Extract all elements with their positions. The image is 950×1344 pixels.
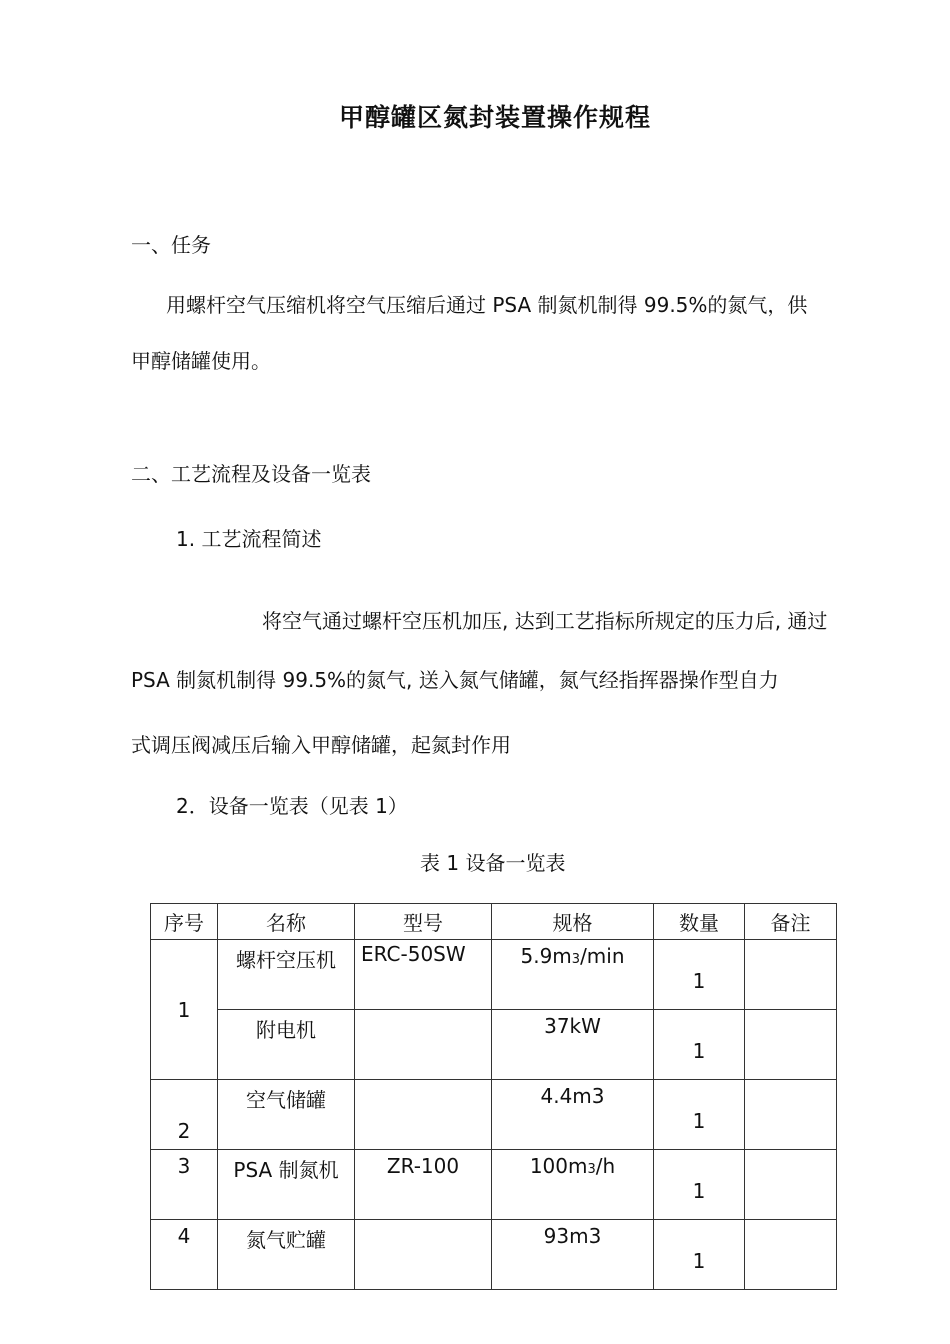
table-row bbox=[151, 940, 837, 1010]
table-row bbox=[151, 1150, 837, 1220]
cell-spec bbox=[492, 1080, 654, 1150]
table-caption: 表 1 设备一览表 bbox=[420, 851, 566, 875]
cell-name: 附电机 bbox=[218, 1010, 355, 1080]
cell-note bbox=[745, 1220, 837, 1290]
cell-spec bbox=[492, 1010, 654, 1080]
section1-heading: 一、任务 bbox=[131, 233, 211, 257]
cell-qty: 1 bbox=[654, 1080, 745, 1150]
spec-superscript: 3 bbox=[587, 1162, 596, 1177]
spec-value: 37kW bbox=[544, 1014, 601, 1038]
header-qty: 数量 bbox=[654, 904, 745, 940]
equipment-table bbox=[150, 903, 837, 1290]
cell-spec bbox=[492, 1150, 654, 1220]
spec-unit: /min bbox=[580, 944, 625, 968]
table-header-row bbox=[151, 904, 837, 940]
spec-value: 93m3 bbox=[543, 1224, 602, 1248]
header-name: 名称 bbox=[218, 904, 355, 940]
header-spec: 规格 bbox=[492, 904, 654, 940]
cell-no: 1 bbox=[151, 940, 218, 1080]
section2-heading: 二、工艺流程及设备一览表 bbox=[131, 462, 371, 486]
cell-note bbox=[745, 1080, 837, 1150]
cell-model bbox=[355, 1220, 492, 1290]
cell-qty: 1 bbox=[654, 1010, 745, 1080]
spec-unit: /h bbox=[595, 1154, 616, 1178]
header-note: 备注 bbox=[745, 904, 837, 940]
cell-qty: 1 bbox=[654, 940, 745, 1010]
cell-model bbox=[355, 1080, 492, 1150]
cell-note bbox=[745, 1010, 837, 1080]
spec-value: 100m bbox=[529, 1154, 588, 1178]
cell-qty: 1 bbox=[654, 1150, 745, 1220]
cell-name: 螺杆空压机 bbox=[218, 940, 355, 1010]
cell-no: 2 bbox=[151, 1080, 218, 1150]
cell-no: 3 bbox=[151, 1150, 218, 1220]
header-no: 序号 bbox=[151, 904, 218, 940]
spec-superscript: 3 bbox=[571, 952, 581, 967]
cell-spec bbox=[492, 1220, 654, 1290]
spec-value: 4.4m3 bbox=[540, 1084, 605, 1108]
table-row bbox=[151, 1010, 837, 1080]
table-row bbox=[151, 1080, 837, 1150]
subsection2-heading: 2．设备一览表（见表 1） bbox=[176, 794, 408, 818]
cell-name: 空气储罐 bbox=[218, 1080, 355, 1150]
cell-name: 氮气贮罐 bbox=[218, 1220, 355, 1290]
flow-description-line3: 式调压阀减压后输入甲醇储罐，起氮封作用 bbox=[131, 733, 511, 757]
cell-note bbox=[745, 1150, 837, 1220]
spec-value: 5.9m bbox=[520, 944, 572, 968]
cell-model: ZR-100 bbox=[355, 1150, 492, 1220]
cell-note bbox=[745, 940, 837, 1010]
subsection1-heading: 1. 工艺流程简述 bbox=[176, 527, 322, 551]
flow-description-line1: 将空气通过螺杆空压机加压, 达到工艺指标所规定的压力后, 通过 bbox=[262, 609, 828, 633]
cell-model bbox=[355, 1010, 492, 1080]
section1-paragraph-line1: 用螺杆空气压缩机将空气压缩后通过 PSA 制氮机制得 99.5%的氮气，供 bbox=[166, 293, 808, 317]
cell-model: ERC-50SW bbox=[355, 940, 492, 1010]
cell-spec bbox=[492, 940, 654, 1010]
cell-no: 4 bbox=[151, 1220, 218, 1290]
cell-qty: 1 bbox=[654, 1220, 745, 1290]
cell-name: PSA 制氮机 bbox=[218, 1150, 355, 1220]
header-model: 型号 bbox=[355, 904, 492, 940]
section1-paragraph-line2: 甲醇储罐使用。 bbox=[131, 349, 271, 373]
table-row bbox=[151, 1220, 837, 1290]
flow-description-line2: PSA 制氮机制得 99.5%的氮气, 送入氮气储罐，氮气经指挥器操作型自力 bbox=[131, 668, 779, 692]
document-title: 甲醇罐区氮封装置操作规程 bbox=[338, 103, 651, 132]
